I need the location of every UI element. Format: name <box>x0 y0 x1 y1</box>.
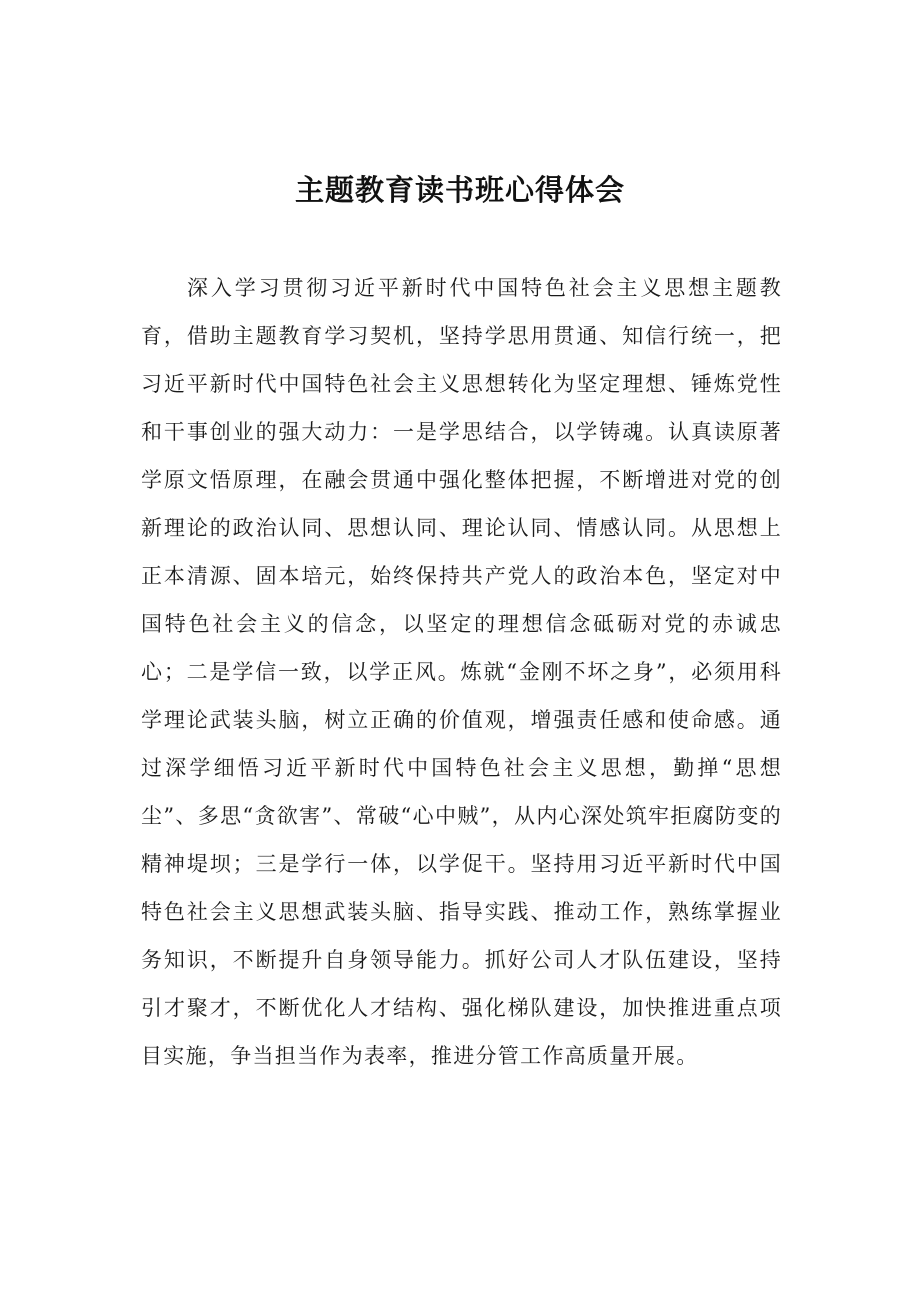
document-title: 主题教育读书班心得体会 <box>294 173 625 207</box>
body-paragraph: 深入学习贯彻习近平新时代中国特色社会主义思想主题教育，借助主题教育学习契机，坚持学思用贯通、知信行统一，把习近平新时代中国特色社会主义思想转化为坚定理想、锤炼党性和干事创业的强大动力：一是学思结合，以学铸魂。认真读原著学原文悟原理，在融会贯通中强化整体把握，不断增进对党的创新理论的政治认同、思想认同、理论认同、情感认同。从思想上正本清源、固本培元，始终保持共产党人的政治本色，坚定对中国特色社会主义的信念，以坚定的理想信念砥砺对党的赤诚忠心；二是学信一致，以学正风。炼就“金刚不坏之身”，必须用科学理论武装头脑，树立正确的价值观，增强责任感和使命感。通过深学细悟习近平新时代中国特色社会主义思想，勤掸“思想尘”、多思“贪欲害”、常破“心中贼”，从内心深处筑牢拒腐防变的精神堤坝；三是学行一体，以学促干。坚持用习近平新时代中国特色社会主义思想武装头脑、指导实践、推动工作，熟练掌握业务知识，不断提升自身领导能力。抓好公司人才队伍建设，坚持引才聚才，不断优化人才结构、强化梯队建设，加快推进重点项目实施，争当担当作为表率，推进分管工作高质量开展。 <box>141 276 782 1068</box>
